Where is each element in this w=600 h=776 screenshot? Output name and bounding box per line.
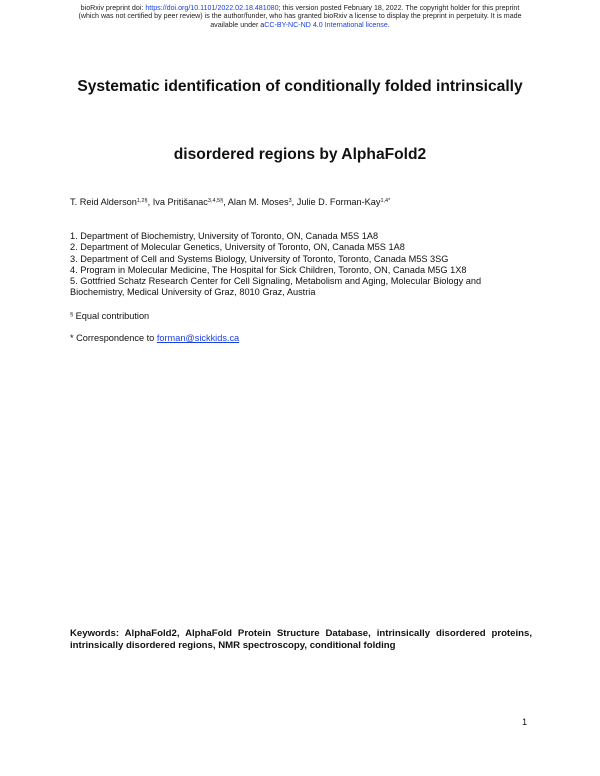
author-list: T. Reid Alderson$^{1,2\S}$, Iva Pritišanac$^{3,4,5\S}$, Alan M. Moses$^3$, Julie D. Forman-Kay$^{1,4*}$ (70, 197, 391, 207)
affiliation-item: 1. Department of Biochemistry, University of Toronto, ON, Canada M5S 1A8 (70, 231, 379, 241)
affiliation-item: 4. Program in Molecular Medicine, The Hospital for Sick Children, Toronto, ON, Canada M5G 1X8 (70, 264, 467, 275)
preprint-header-text: available under a (210, 20, 265, 29)
title-line-1: Systematic identification of conditionally folded intrinsically (77, 78, 523, 95)
license-link[interactable]: CC-BY-NC-ND 4.0 International license (264, 20, 388, 29)
author-name: Julie D. Forman-Kay (296, 197, 381, 207)
keywords: Keywords: AlphaFold2, AlphaFold Protein Structure Database, intrinsically disordered proteins, intrinsically disordered regions, NMR spectroscopy, conditional folding (70, 628, 532, 651)
doi-link[interactable]: https://doi.org/10.1101/2022.02.18.481080 (145, 4, 279, 12)
preprint-header-text: bioRxiv preprint doi: (80, 4, 146, 12)
affiliation-item: 5. Gottfried Schatz Research Center for Cell Signaling, Metabolism and Aging, Molecular Biology and Biochemistry, Medical University of Graz, 8010 Graz, Austria (70, 276, 482, 298)
paper-title (30, 70, 570, 172)
author-name: Iva Pritišanac (152, 197, 208, 207)
correspondence-note (70, 332, 239, 344)
preprint-header-text: ; this version posted February 18, 2022. The copyright holder for this preprint (278, 4, 520, 12)
author-affiliation-marker: 1,2§ (136, 198, 148, 204)
page-number: 1 (522, 717, 528, 727)
affiliation-item: 2. Department of Molecular Genetics, University of Toronto, ON, Canada M5S 1A8 (70, 242, 405, 253)
author-affiliation-marker: 3 (288, 198, 292, 204)
correspondence-label: * Correspondence to (70, 333, 157, 343)
preprint-header-line-2: (which was not certified by peer review) is the author/funder, who has granted bioRxiv a license to display the preprint in perpetuity. It is made (78, 12, 522, 21)
preprint-header-line-1 (20, 4, 580, 12)
affiliation-list (70, 231, 530, 299)
preprint-header-line-3 (20, 21, 580, 29)
equal-contribution-symbol: § (70, 312, 74, 318)
author-affiliation-marker: 1,4* (380, 198, 391, 204)
equal-contribution-text: Equal contribution (73, 311, 150, 321)
correspondence-email-link[interactable]: forman@sickkids.ca (156, 333, 240, 343)
author-affiliation-marker: 3,4,5§ (207, 198, 224, 204)
preprint-header-text: . (387, 20, 390, 29)
author-name: Alan M. Moses (227, 197, 289, 207)
preprint-header (20, 4, 580, 29)
title-line-2: disordered regions by AlphaFold2 (173, 146, 427, 163)
affiliation-item: 3. Department of Cell and Systems Biology, University of Toronto, Toronto, Canada M5S 3SG (70, 253, 449, 264)
author-name: T. Reid Alderson (70, 197, 137, 207)
equal-contribution-note (70, 310, 149, 322)
